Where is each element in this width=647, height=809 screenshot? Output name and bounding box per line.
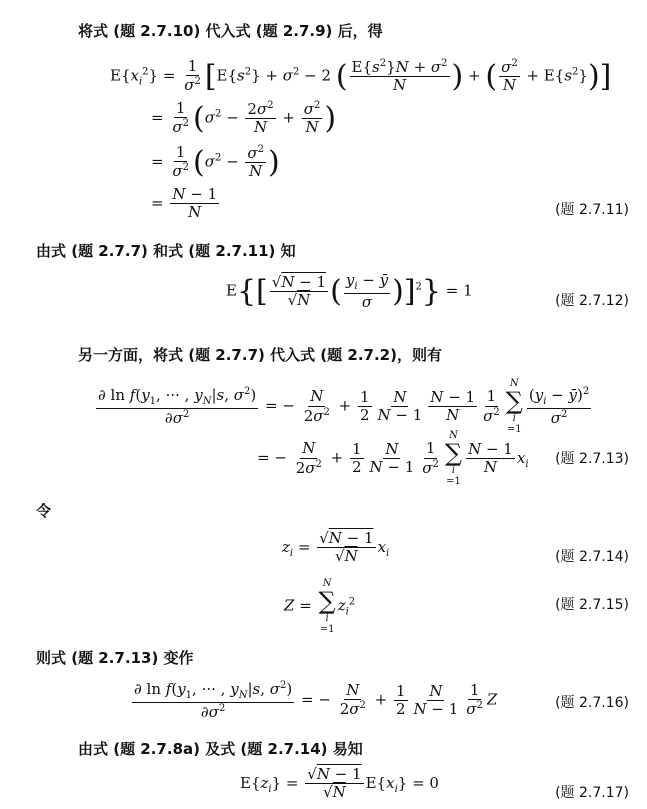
eqno-17: (题 2.7.17) (555, 785, 629, 801)
eqno-15: (题 2.7.15) (555, 597, 629, 613)
equation-ex2-line1: $E\{x_i^2\}$ = $\frac{1}{\sigma^2}$ [$E\{s^2\} + \sigma^2 - 2$ ( $\frac{E\{s^2\}N + \sigma^2}{N}$ ) + ( $\frac{\sigma^2}{N}$ + $E\{s^2\}$)] (110, 57, 612, 95)
intro-line-1: 将式 (题 2.7.10) 代入式 (题 2.7.9) 后，得 (78, 22, 383, 40)
intro-line-6: 由式 (题 2.7.8a) 及式 (题 2.7.14) 易知 (78, 740, 363, 758)
equation-ex2-line4: = $\frac{N - 1}{N}$ (151, 185, 218, 222)
equation-ex2-line3: = $\frac{1}{\sigma^2}$ ($\sigma^2$ − $\frac{\sigma^2}{N}$ ) (151, 143, 280, 181)
equation-17: $E\{z_i\}$ = $\frac{√N - 1}{√N}$ $E\{x_i\} = 0$ (240, 765, 439, 802)
equation-16: $\frac{\partial \ln f(y_1, \cdot\cdot\cdot , y_N|s, \sigma^2)}{\partial\sigma^2}$ = − $\frac{N}{2\sigma^2}$ + $\frac{1}{2}$ $\frac{N}{N - 1}$ $\frac{1}{\sigma^2}$ Z (134, 680, 498, 721)
intro-line-4: 令 (36, 502, 52, 520)
equation-15: Z = N ∑ i $=1z_i^2$ (284, 578, 356, 635)
eqno-11: (题 2.7.11) (555, 202, 629, 218)
intro-line-3: 另一方面，将式 (题 2.7.7) 代入式 (题 2.7.2)，则有 (78, 346, 442, 364)
equation-13-line2: = − $\frac{N}{2\sigma^2}$ + $\frac{1}{2}$ $\frac{N}{N - 1}$ $\frac{1}{\sigma^2}$ N ∑ i =1 $\frac{N - 1}{N}$ $x_i$ (257, 430, 529, 487)
eqno-16: (题 2.7.16) (555, 695, 629, 711)
equation-13-line1: $\frac{\partial \ln f(y_1, \cdot\cdot\cdot , y_N|s, \sigma^2)}{\partial\sigma^2}$ = − $\frac{N}{2\sigma^2}$ + $\frac{1}{2}$ $\frac{N}{N - 1}$ $\frac{N - 1}{N}$ $\frac{1}{\sigma^2}$ N ∑ i =1 $\frac{(y_i - ȳ)^2}{\sigma^2}$ (98, 378, 590, 435)
eqno-13: (题 2.7.13) (555, 451, 629, 467)
eqno-12: (题 2.7.12) (555, 293, 629, 309)
intro-line-5: 则式 (题 2.7.13) 变作 (36, 649, 194, 667)
equation-14: $z_i$ = $\frac{√N - 1}{√N}$ $x_i$ (282, 529, 390, 566)
intro-line-2: 由式 (题 2.7.7) 和式 (题 2.7.11) 知 (36, 242, 296, 260)
equation-ex2-line2: = $\frac{1}{\sigma^2}$ ($\sigma^2$ − $\frac{2\sigma^2}{N}$ + $\frac{\sigma^2}{N}$ ) (151, 99, 337, 137)
eqno-14: (题 2.7.14) (555, 549, 629, 565)
equation-12: E{[ $\frac{√N - 1}{√N}$ ( $\frac{y_i - ȳ}{\sigma}$ )]$^2$} = 1 (226, 271, 473, 311)
